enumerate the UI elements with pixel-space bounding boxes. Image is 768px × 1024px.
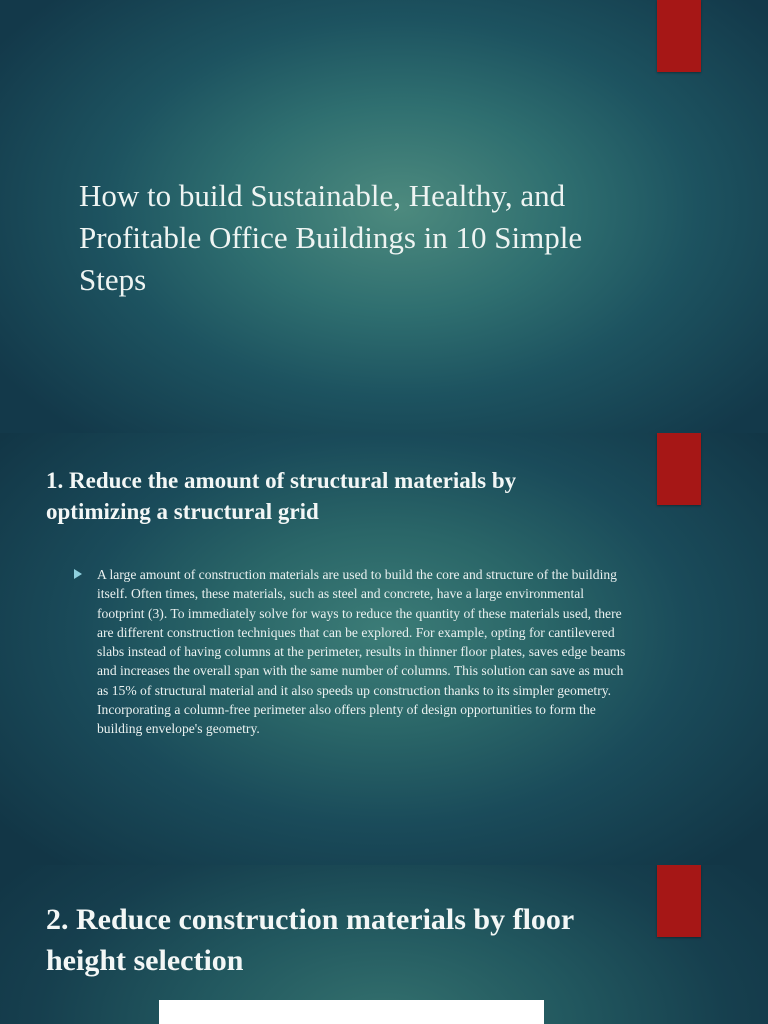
slide-step-1	[0, 433, 768, 865]
red-accent-bar	[657, 0, 701, 72]
triangle-bullet-icon	[74, 569, 82, 579]
slide-step-2	[0, 865, 768, 1024]
image-placeholder	[159, 1000, 544, 1024]
bullet-text: A large amount of construction materials are used to build the core and structure of the building itself. Often times, these materials, such as steel and concrete, have a large environmental footprint (3). To immediately solve for ways to reduce the quantity of these materials used, there are different construction techniques that can be explored. For example, opting for cantilevered slabs instead of having columns at the perimeter, results in thinner floor plates, saves edge beams and increases the overall span with the same number of columns. This solution can save as much as 15% of structural material and it also speeds up construction thanks to its simpler geometry. Incorporating a column-free perimeter also offers plenty of design opportunities to form the building envelope's geometry.	[97, 567, 626, 737]
red-accent-bar	[657, 865, 701, 937]
step-2-heading: 2. Reduce construction materials by floor height selection	[46, 903, 574, 977]
red-accent-bar	[657, 433, 701, 505]
presentation-title: How to build Sustainable, Healthy, and Profitable Office Buildings in 10 Simple Steps	[79, 178, 583, 297]
step-1-heading: 1. Reduce the amount of structural materials by optimizing a structural grid	[46, 468, 517, 524]
slide-title	[0, 0, 768, 433]
